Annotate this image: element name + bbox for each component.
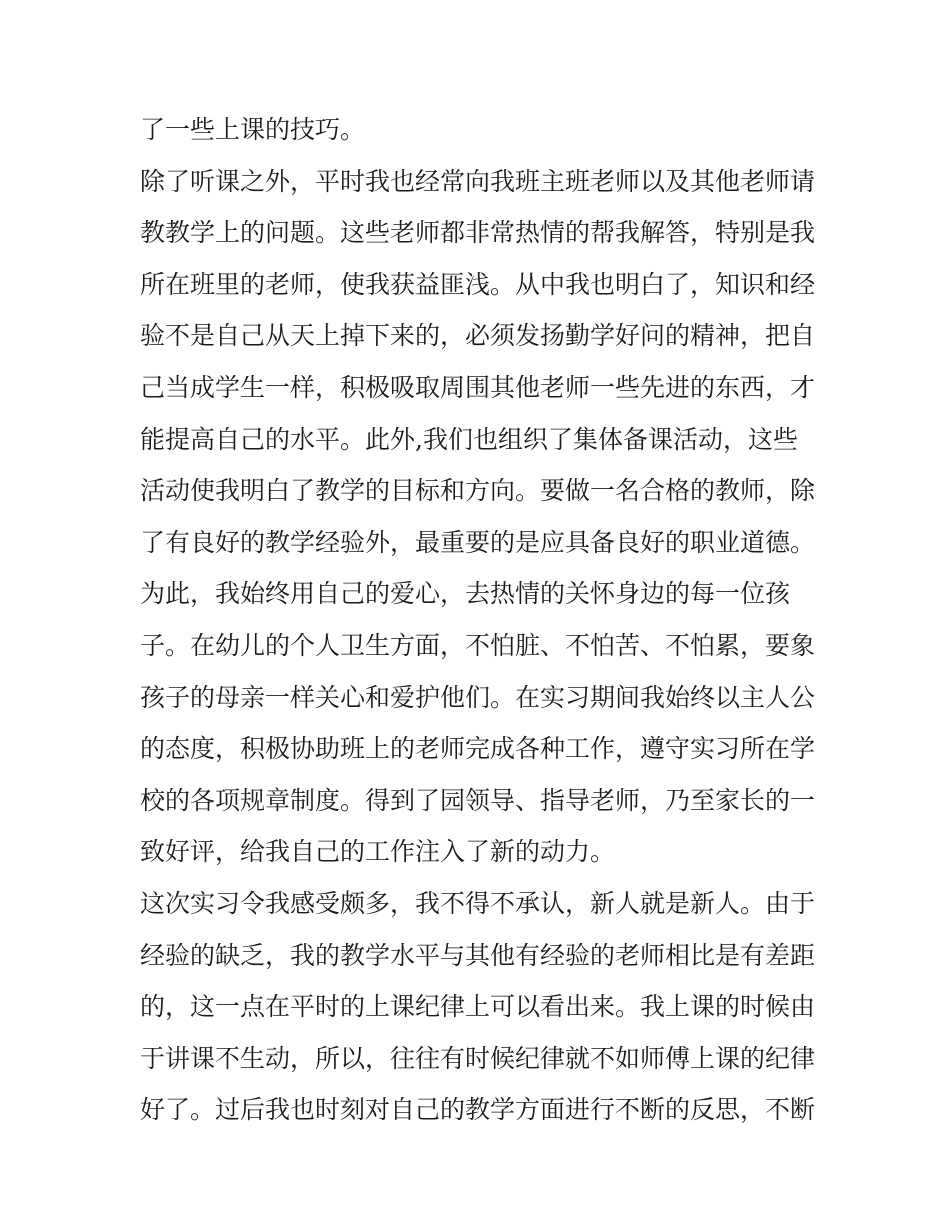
text-line: 校的各项规章制度。得到了园领导、指导老师，乃至家长的一 bbox=[140, 785, 816, 815]
text-line: 了一些上课的技巧。 bbox=[140, 115, 366, 144]
text-line: 子。在幼儿的个人卫生方面，不怕脏、不怕苦、不怕累，要象 bbox=[140, 630, 816, 660]
text-line: 能提高自己的水平。此外,我们也组织了集体备课活动，这些 bbox=[140, 424, 798, 454]
text-line: 好了。过后我也时刻对自己的教学方面进行不断的反思，不断 bbox=[140, 1095, 816, 1125]
text-line: 的态度，积极协助班上的老师完成各种工作，遵守实习所在学 bbox=[140, 734, 816, 764]
text-line: 了有良好的教学经验外，最重要的是应具备良好的职业道德。 bbox=[140, 527, 816, 557]
text-line: 验不是自己从天上掉下来的，必须发扬勤学好问的精神，把自 bbox=[140, 321, 816, 351]
body-text bbox=[140, 104, 820, 1136]
text-line: 己当成学生一样，积极吸取周围其他老师一些先进的东西，才 bbox=[140, 372, 816, 402]
text-line: 这次实习令我感受颇多，我不得不承认，新人就是新人。由于 bbox=[140, 888, 816, 918]
text-line: 除了听课之外，平时我也经常向我班主班老师以及其他老师请 bbox=[140, 166, 816, 196]
text-line: 所在班里的老师，使我获益匪浅。从中我也明白了，知识和经 bbox=[140, 269, 816, 299]
text-line: 经验的缺乏，我的教学水平与其他有经验的老师相比是有差距 bbox=[140, 940, 816, 970]
text-line: 于讲课不生动，所以，往往有时候纪律就不如师傅上课的纪律 bbox=[140, 1043, 816, 1073]
text-line: 的，这一点在平时的上课纪律上可以看出来。我上课的时候由 bbox=[140, 992, 816, 1022]
text-line: 活动使我明白了教学的目标和方向。要做一名合格的教师，除 bbox=[140, 476, 816, 506]
text-line: 致好评，给我自己的工作注入了新的动力。 bbox=[140, 837, 616, 867]
text-line: 教教学上的问题。这些老师都非常热情的帮我解答，特别是我 bbox=[140, 218, 816, 248]
text-line: 孩子的母亲一样关心和爱护他们。在实习期间我始终以主人公 bbox=[140, 682, 816, 712]
text-line: 为此，我始终用自己的爱心，去热情的关怀身边的每一位孩 bbox=[140, 579, 791, 609]
